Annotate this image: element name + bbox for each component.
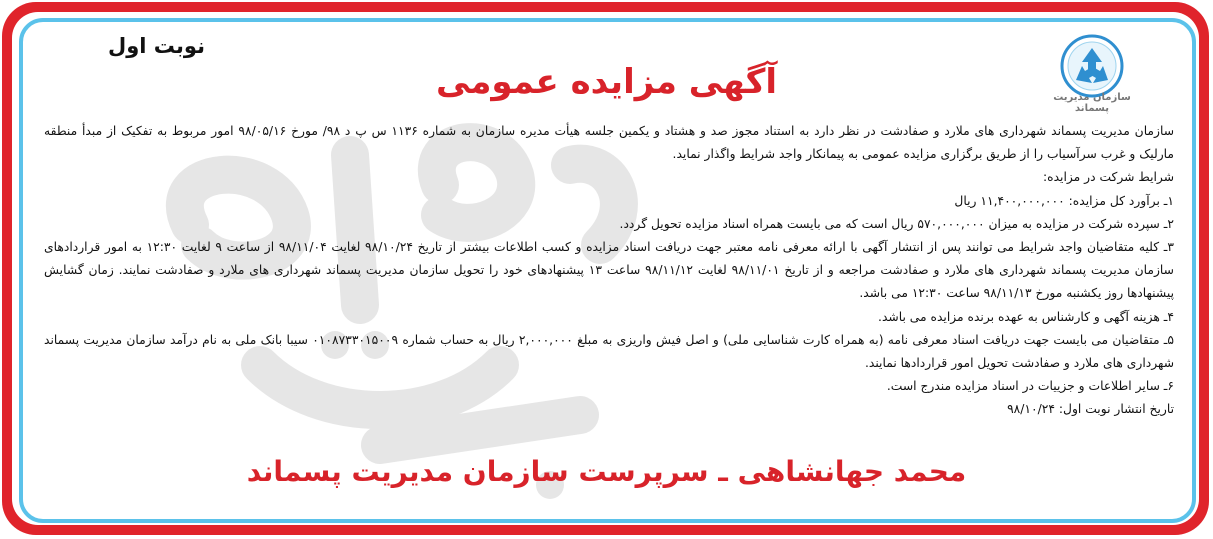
- conditions-heading: شرایط شرکت در مزایده:: [1042, 170, 1174, 185]
- condition-item-3: ۳ـ کلیه متقاضیان واجد شرایط می توانند پس از انتشار آگهی با ارائه معرفی نامه معتبر جهت دریافت اسناد مزایده و کسب اطلاعات بیشتر از تاریخ ۹۸/۱۰/۲۴ لغایت ۹۸/۱۱/۰۴ از ساعت ۹ لغایت ۱۲:۳۰ به امور قراردادهای سازمان مدیریت پسماند شهرداری های ملارد و صفادشت مراجعه و از تاریخ ۹۸/۱۱/۰۱ لغایت ۹۸/۱۱/۱۲ ساعت ۱۳ پیشنهادهای خود را تحویل سازمان مدیریت پسماند شهرداری های ملارد و صفادشت نمایند. زمان گشایش پیشنهادها روز یکشنبه مورخ ۹۸/۱۱/۱۳ ساعت ۱۲:۳۰ می باشد.: [44, 240, 1174, 301]
- notice-title: آگهی مزایده عمومی: [435, 62, 778, 102]
- condition-item-1: ۱ـ برآورد کل مزایده: ۱۱,۴۰۰,۰۰۰,۰۰۰ ریال: [954, 193, 1174, 208]
- turn-label: نوبت اول: [108, 34, 205, 58]
- publish-date: تاریخ انتشار نوبت اول: ۹۸/۱۰/۲۴: [1007, 402, 1174, 417]
- logo-caption: سازمان مدیریت پسماند: [1053, 92, 1131, 114]
- signature-line: محمد جهانشاهی ـ سرپرست سازمان مدیریت پسماند: [246, 455, 967, 488]
- condition-item-5: ۵ـ متقاضیان می بایست جهت دریافت اسناد معرفی نامه (به همراه کارت شناسایی ملی) و اصل فیش واریزی به مبلغ ۲,۰۰۰,۰۰۰ ریال به حساب شماره ۰۱۰۸۷۳۳۰۱۵۰۰۹ سیبا بانک ملی به نام درآمد سازمان مدیریت پسماند شهرداری های ملارد و صفادشت تحویل امور قراردادها نمایند.: [44, 332, 1174, 371]
- notice-body: [44, 120, 1174, 422]
- condition-item-4: ۴ـ هزینه آگهی و کارشناس به عهده برنده مزایده می باشد.: [878, 309, 1174, 324]
- intro-paragraph: سازمان مدیریت پسماند شهرداری های ملارد و صفادشت در نظر دارد به استناد مجوز صد و هشتاد و یکمین جلسه هیأت مدیره سازمان به شماره ۱۱۳۶ س پ د ۹۸/ مورخ ۹۸/۰۵/۱۶ امور مربوط به تفکیک از مبدأ منطقه مارلیک و غرب سرآسیاب را از طریق برگزاری مزایده عمومی به پیمانکار واجد شرایط واگذار نماید.: [44, 124, 1175, 162]
- condition-item-2: ۲ـ سپرده شرکت در مزایده به میزان ۵۷۰,۰۰۰,۰۰۰ ریال است که می بایست همراه اسناد مزایده تحویل گردد.: [619, 216, 1174, 231]
- condition-item-6: ۶ـ سایر اطلاعات و جزییات در اسناد مزایده مندرج است.: [886, 379, 1174, 394]
